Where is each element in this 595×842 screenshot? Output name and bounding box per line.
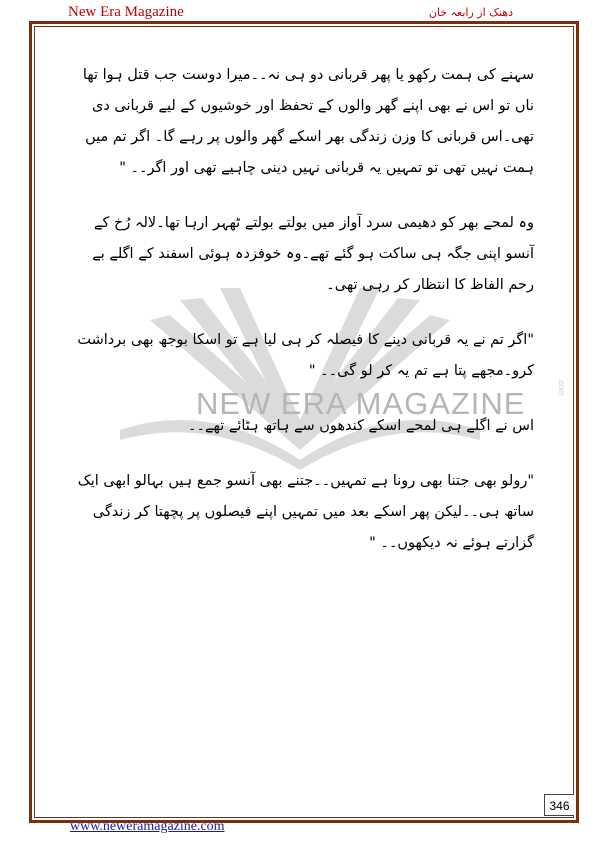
paragraph: وہ لمحے بھر کو دھیمی سرد آواز میں بولتے بولتے ٹھہر ارہا تھا۔لالہ رُخ کے آنسو اپنی جگہ ہی ساکت ہو گئے تھے۔وہ خوفزدہ ہوئی اسفند کے اگلے بے رحم الفاظ کا انتظار کر رہی تھی۔ [92, 215, 534, 293]
paragraph: سہنے کی ہمت رکھو یا پھر قربانی دو ہی نہ۔۔میرا دوست جب قتل ہوا تھا ناں تو اس نے بھی اپنے گھر والوں کے تحفظ اور خوشیوں کے لیے قربانی دی تھی۔اس قربانی کا وزن زندگی بھر اسکے گھر والوں پر رہے گا۔ اگر تم میں ہمت نہیں تھی تو تمہیں یہ قربانی نہیں دینی چاہیے تھی اور اگر۔۔ " [82, 67, 534, 176]
watermark-text: NEW ERA MAGAZINE [196, 386, 526, 421]
watermark-domain: .com [557, 378, 566, 396]
page-number: 346 [544, 794, 574, 816]
paragraph: "اگر تم نے یہ قربانی دینے کا فیصلہ کر ہی لیا ہے تو اسکا بوجھ بھی برداشت کرو۔مجھے پتا ہے تم یہ کر لو گی۔۔ " [77, 332, 534, 379]
novel-author-header: دھنک از رابعہ خان [428, 6, 513, 19]
article-body [74, 60, 534, 583]
website-link[interactable]: www.neweramagazine.com [70, 819, 225, 834]
paragraph: اس نے اگلے ہی لمحے اسکے کندھوں سے ہاتھ ہٹائے تھے۔۔ [188, 418, 534, 434]
paragraph: "رولو بھی جتنا بھی رونا ہے تمہیں۔۔جتنے بھی آنسو جمع ہیں بہالو ابھی ایک ساتھ ہی۔۔لیکن پھر اسکے بعد میں تمہیں اپنے فیصلوں پر پچھتا کر زندگی گزارتے ہوئے نہ دیکھوں۔۔ " [77, 473, 534, 551]
magazine-title: New Era Magazine [68, 4, 184, 20]
